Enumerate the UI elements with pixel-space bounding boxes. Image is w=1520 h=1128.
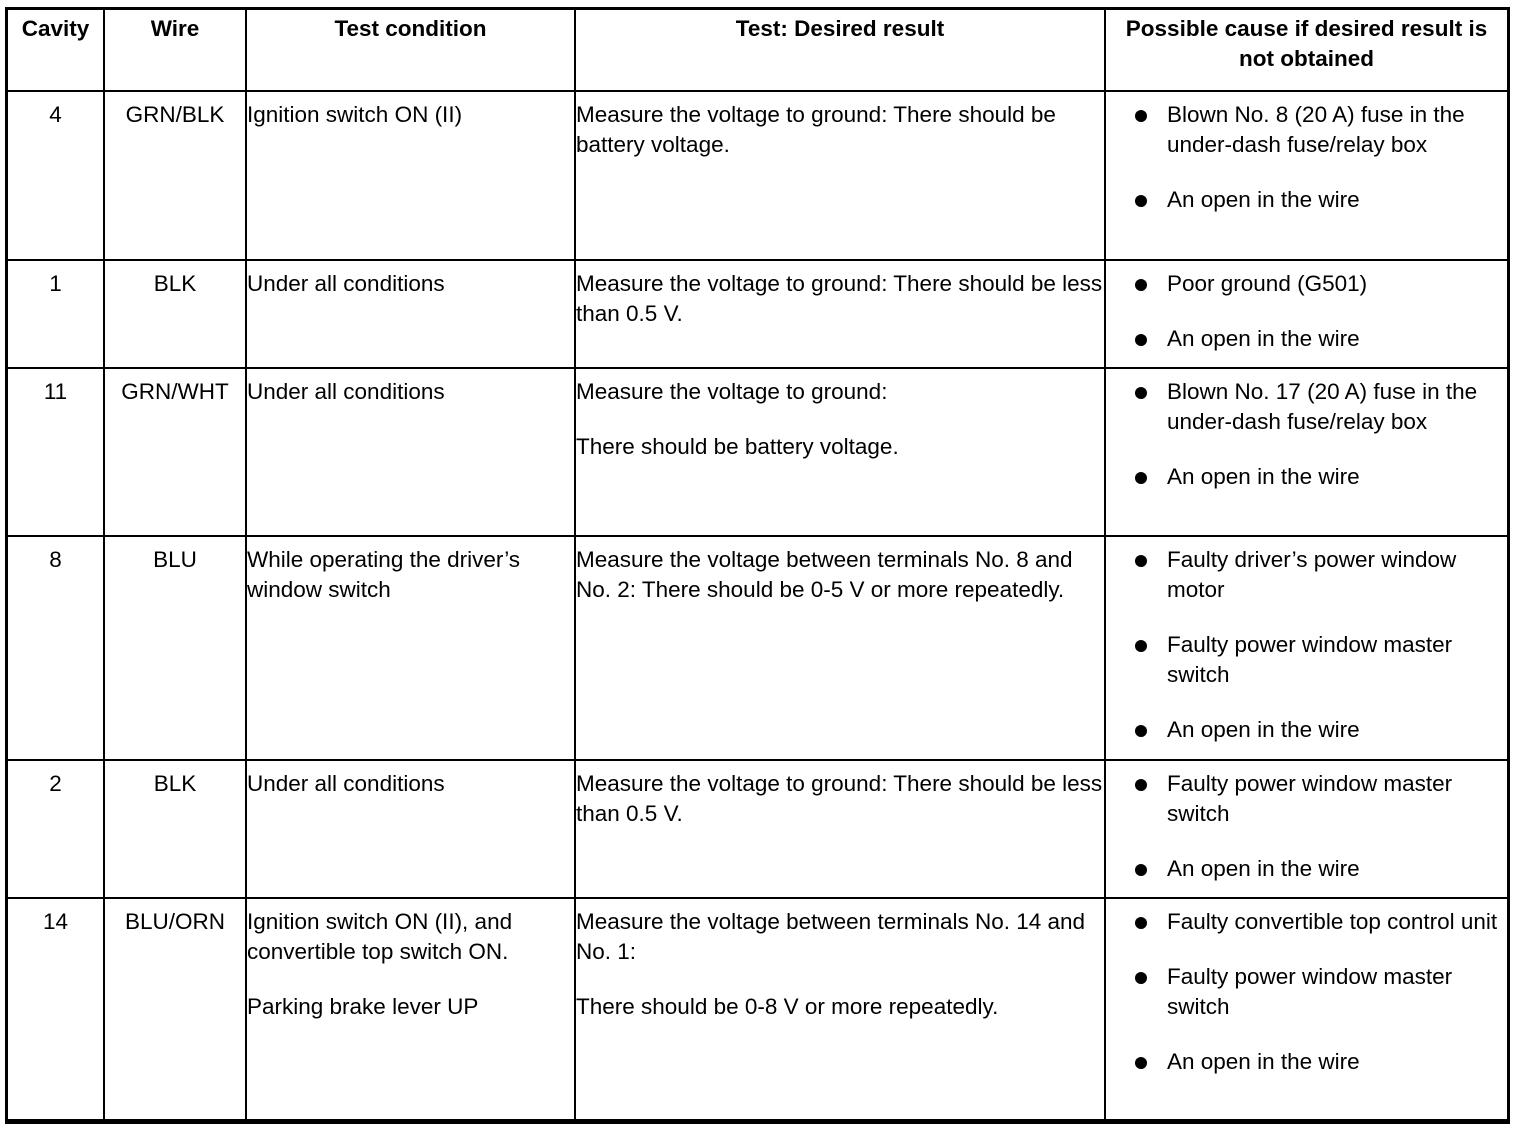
- bullet-icon: [1135, 725, 1147, 737]
- cause-item: [1106, 269, 1499, 299]
- cell-wire: GRN/BLK: [104, 91, 246, 260]
- bullet-icon: [1135, 555, 1147, 567]
- cell-wire: GRN/WHT: [104, 368, 246, 536]
- cause-text: An open in the wire: [1167, 717, 1360, 742]
- cause-item: [1106, 854, 1499, 884]
- bullet-icon: [1135, 640, 1147, 652]
- cell-test-condition: [246, 368, 575, 536]
- condition-text: Under all conditions: [247, 771, 445, 796]
- cell-wire: BLK: [104, 760, 246, 898]
- cell-possible-cause: [1105, 260, 1508, 368]
- cause-item: [1106, 907, 1499, 937]
- bullet-icon: [1135, 1057, 1147, 1069]
- cell-test-condition: [246, 260, 575, 368]
- bullet-icon: [1135, 472, 1147, 484]
- cause-item: [1106, 324, 1499, 354]
- cause-text: Faulty power window master switch: [1167, 632, 1453, 687]
- cause-text: An open in the wire: [1167, 856, 1360, 881]
- condition-text: Ignition switch ON (II): [247, 102, 463, 127]
- header-wire: Wire: [104, 9, 246, 91]
- table-row: [7, 260, 1508, 368]
- cell-cavity: 2: [7, 760, 104, 898]
- cell-test-condition: [246, 760, 575, 898]
- bullet-icon: [1135, 110, 1147, 122]
- cause-text: Blown No. 8 (20 A) fuse in the under-dash fuse/relay box: [1167, 102, 1465, 157]
- table-row: [7, 91, 1508, 260]
- cause-text: Poor ground (G501): [1167, 271, 1368, 296]
- table-row: [7, 368, 1508, 536]
- cell-desired-result: [575, 898, 1105, 1120]
- cell-desired-result: [575, 536, 1105, 760]
- table-row: [7, 898, 1508, 1120]
- bullet-icon: [1135, 387, 1147, 399]
- bullet-icon: [1135, 864, 1147, 876]
- result-text: Measure the voltage between terminals No. 14 and No. 1:: [576, 909, 1086, 964]
- cause-item: [1106, 630, 1499, 690]
- result-text: Measure the voltage between terminals No. 8 and No. 2: There should be 0-5 V or more repeatedly.: [576, 547, 1073, 602]
- cell-cavity: 8: [7, 536, 104, 760]
- cell-cavity: 11: [7, 368, 104, 536]
- cell-wire: BLU/ORN: [104, 898, 246, 1120]
- cause-list: [1106, 100, 1507, 215]
- cell-possible-cause: [1105, 368, 1508, 536]
- cell-test-condition: [246, 536, 575, 760]
- cause-list: [1106, 269, 1507, 354]
- cell-possible-cause: [1105, 898, 1508, 1120]
- bullet-icon: [1135, 779, 1147, 791]
- cause-item: [1106, 962, 1499, 1022]
- condition-text: Parking brake lever UP: [247, 994, 479, 1019]
- result-text: There should be battery voltage.: [576, 434, 899, 459]
- bullet-icon: [1135, 334, 1147, 346]
- cell-possible-cause: [1105, 536, 1508, 760]
- cause-item: [1106, 377, 1499, 437]
- header-row: [7, 9, 1508, 91]
- cell-desired-result: [575, 760, 1105, 898]
- table-row: [7, 760, 1508, 898]
- diagnostic-table: [6, 8, 1509, 1121]
- cause-text: An open in the wire: [1167, 187, 1360, 212]
- cause-list: [1106, 545, 1507, 745]
- cell-desired-result: [575, 260, 1105, 368]
- cell-cavity: 14: [7, 898, 104, 1120]
- bullet-icon: [1135, 972, 1147, 984]
- condition-text: Under all conditions: [247, 271, 445, 296]
- header-possible-cause: Possible cause if desired result is not obtained: [1105, 9, 1508, 91]
- bullet-icon: [1135, 279, 1147, 291]
- header-desired-result: Test: Desired result: [575, 9, 1105, 91]
- condition-text: Ignition switch ON (II), and convertible top switch ON.: [247, 909, 513, 964]
- result-text: Measure the voltage to ground:: [576, 379, 888, 404]
- cell-wire: BLK: [104, 260, 246, 368]
- cause-item: [1106, 185, 1499, 215]
- cause-item: [1106, 1047, 1499, 1077]
- cell-wire: BLU: [104, 536, 246, 760]
- cell-test-condition: [246, 898, 575, 1120]
- condition-text: While operating the driver’s window switch: [247, 547, 521, 602]
- cell-desired-result: [575, 91, 1105, 260]
- cause-text: An open in the wire: [1167, 1049, 1360, 1074]
- result-text: Measure the voltage to ground: There should be less than 0.5 V.: [576, 771, 1103, 826]
- cause-text: Faulty power window master switch: [1167, 964, 1453, 1019]
- result-text: Measure the voltage to ground: There should be less than 0.5 V.: [576, 271, 1103, 326]
- header-test-condition: Test condition: [246, 9, 575, 91]
- cause-text: An open in the wire: [1167, 326, 1360, 351]
- cause-text: An open in the wire: [1167, 464, 1360, 489]
- cause-list: [1106, 907, 1507, 1077]
- bullet-icon: [1135, 917, 1147, 929]
- result-text: Measure the voltage to ground: There should be battery voltage.: [576, 102, 1056, 157]
- cell-cavity: 4: [7, 91, 104, 260]
- condition-text: Under all conditions: [247, 379, 445, 404]
- cause-text: Faulty driver’s power window motor: [1167, 547, 1457, 602]
- cell-desired-result: [575, 368, 1105, 536]
- header-cavity: Cavity: [7, 9, 104, 91]
- cause-item: [1106, 100, 1499, 160]
- bullet-icon: [1135, 195, 1147, 207]
- result-text: There should be 0-8 V or more repeatedly.: [576, 994, 999, 1019]
- table-row: [7, 536, 1508, 760]
- cell-cavity: 1: [7, 260, 104, 368]
- cause-text: Blown No. 17 (20 A) fuse in the under-dash fuse/relay box: [1167, 379, 1478, 434]
- cell-possible-cause: [1105, 91, 1508, 260]
- table-body: [7, 91, 1508, 1120]
- cause-text: Faulty convertible top control unit: [1167, 909, 1498, 934]
- cause-item: [1106, 769, 1499, 829]
- cell-test-condition: [246, 91, 575, 260]
- cause-item: [1106, 462, 1499, 492]
- cause-list: [1106, 377, 1507, 492]
- cause-item: [1106, 545, 1499, 605]
- cause-list: [1106, 769, 1507, 884]
- cause-item: [1106, 715, 1499, 745]
- cell-possible-cause: [1105, 760, 1508, 898]
- cause-text: Faulty power window master switch: [1167, 771, 1453, 826]
